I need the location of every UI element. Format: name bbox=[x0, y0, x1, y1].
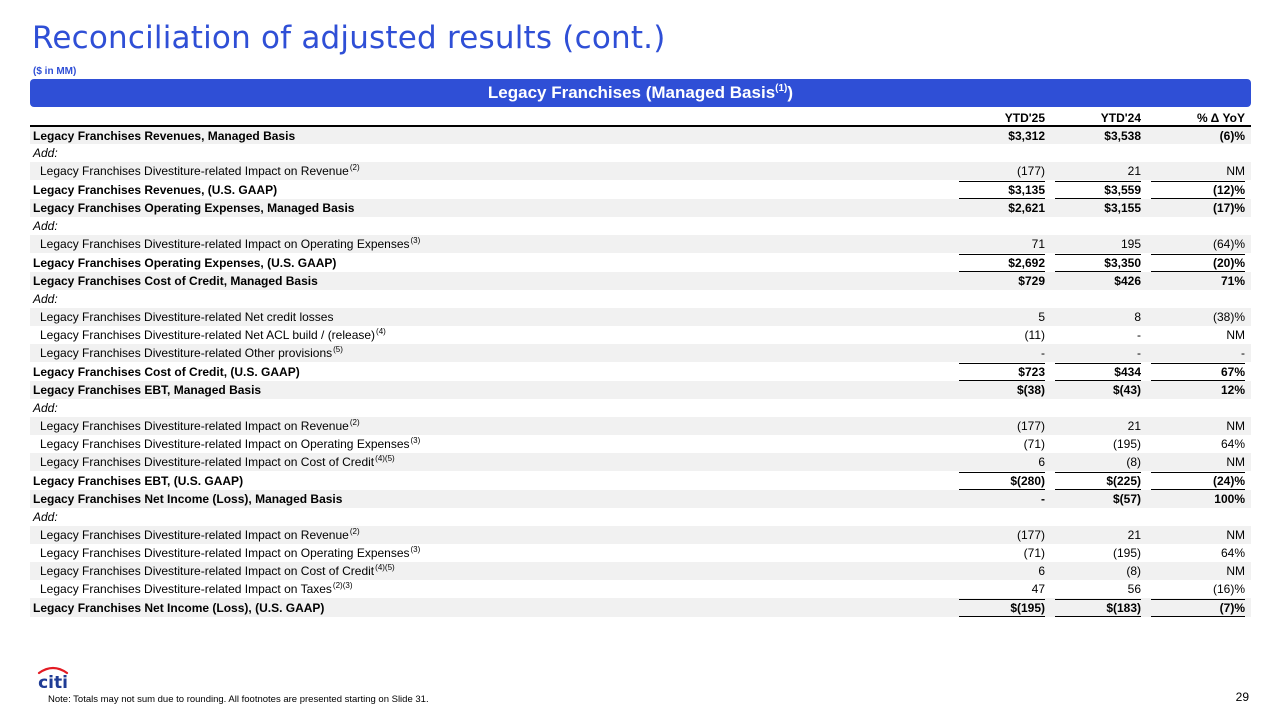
row-label bbox=[30, 235, 955, 253]
cell-ytd24 bbox=[1051, 417, 1147, 435]
row-label bbox=[30, 326, 955, 344]
cell-value: $2,621 bbox=[1008, 201, 1045, 215]
header-label-blank bbox=[30, 110, 955, 126]
cell-value: - bbox=[1241, 346, 1245, 360]
cell-value: $(38) bbox=[1016, 383, 1045, 397]
footnote-note: Note: Totals may not sum due to rounding. All footnotes are presented starting on Slide 31. bbox=[48, 694, 429, 705]
row-label bbox=[30, 435, 955, 453]
cell-ytd24 bbox=[1051, 598, 1147, 617]
cell-value: $(57) bbox=[1112, 492, 1141, 506]
cell-value: (7)% bbox=[1151, 599, 1245, 617]
cell-value: (11) bbox=[1024, 328, 1045, 342]
cell-value: NM bbox=[1226, 528, 1245, 542]
row-label bbox=[30, 490, 955, 508]
row-label-text: Legacy Franchises Net Income (Loss), Managed Basis bbox=[33, 492, 343, 506]
cell-ytd25 bbox=[955, 272, 1051, 290]
cell-ytd25 bbox=[955, 580, 1051, 598]
table-row bbox=[30, 580, 1251, 598]
row-footnote-ref: (2) bbox=[349, 527, 360, 536]
cell-pct-change bbox=[1147, 526, 1251, 544]
cell-pct-change bbox=[1147, 598, 1251, 617]
section-banner bbox=[30, 79, 1251, 107]
table-row bbox=[30, 526, 1251, 544]
cell-pct-change bbox=[1147, 180, 1251, 199]
row-label bbox=[30, 144, 955, 162]
cell-value: (177) bbox=[1016, 528, 1045, 542]
cell-value: 64% bbox=[1220, 546, 1245, 560]
cell-pct-change bbox=[1147, 308, 1251, 326]
table-row bbox=[30, 235, 1251, 253]
cell-ytd24 bbox=[1051, 144, 1147, 162]
table-row bbox=[30, 417, 1251, 435]
cell-value: 5 bbox=[1038, 310, 1045, 324]
table-row bbox=[30, 490, 1251, 508]
row-label-text: Legacy Franchises Divestiture-related Impact on Cost of Credit bbox=[40, 455, 375, 469]
table-row bbox=[30, 217, 1251, 235]
cell-ytd24 bbox=[1051, 308, 1147, 326]
row-label bbox=[30, 471, 955, 490]
cell-ytd25 bbox=[955, 126, 1051, 144]
row-label bbox=[30, 308, 955, 326]
cell-value: (195) bbox=[1112, 546, 1141, 560]
row-label bbox=[30, 562, 955, 580]
header-ytd25: YTD'25 bbox=[955, 110, 1051, 126]
cell-pct-change bbox=[1147, 344, 1251, 362]
cell-value: (16)% bbox=[1212, 582, 1245, 596]
cell-pct-change bbox=[1147, 381, 1251, 399]
row-footnote-ref: (2)(3) bbox=[332, 581, 353, 590]
cell-pct-change bbox=[1147, 362, 1251, 381]
cell-value: $(183) bbox=[1055, 599, 1141, 617]
row-label-text: Legacy Franchises Revenues, (U.S. GAAP) bbox=[33, 182, 278, 197]
table-row bbox=[30, 126, 1251, 144]
cell-value: (195) bbox=[1112, 437, 1141, 451]
units-label: ($ in MM) bbox=[33, 66, 77, 77]
cell-value: 21 bbox=[1127, 164, 1141, 178]
cell-pct-change bbox=[1147, 562, 1251, 580]
cell-pct-change bbox=[1147, 399, 1251, 417]
cell-value: - bbox=[1137, 346, 1141, 360]
row-label bbox=[30, 199, 955, 217]
row-label bbox=[30, 598, 955, 617]
table-row bbox=[30, 381, 1251, 399]
cell-value: $(280) bbox=[959, 472, 1045, 490]
cell-ytd25 bbox=[955, 344, 1051, 362]
cell-ytd25 bbox=[955, 253, 1051, 272]
cell-pct-change bbox=[1147, 162, 1251, 180]
cell-value: (177) bbox=[1016, 164, 1045, 178]
cell-ytd25 bbox=[955, 381, 1051, 399]
table-row bbox=[30, 272, 1251, 290]
row-label-text: Legacy Franchises Net Income (Loss), (U.S. GAAP) bbox=[33, 600, 325, 615]
cell-value: $729 bbox=[1018, 274, 1045, 288]
cell-ytd25 bbox=[955, 598, 1051, 617]
table-row bbox=[30, 144, 1251, 162]
row-footnote-ref: (4) bbox=[376, 327, 386, 336]
cell-ytd24 bbox=[1051, 162, 1147, 180]
cell-ytd24 bbox=[1051, 471, 1147, 490]
row-label bbox=[30, 253, 955, 272]
row-label-text: Legacy Franchises EBT, (U.S. GAAP) bbox=[33, 473, 244, 488]
cell-value: $2,692 bbox=[959, 254, 1045, 272]
cell-ytd25 bbox=[955, 144, 1051, 162]
table-row bbox=[30, 435, 1251, 453]
banner-footnote: (1) bbox=[775, 83, 788, 94]
cell-ytd24 bbox=[1051, 253, 1147, 272]
cell-pct-change bbox=[1147, 199, 1251, 217]
cell-value: $434 bbox=[1055, 363, 1141, 381]
cell-value: $426 bbox=[1114, 274, 1141, 288]
cell-value: $(195) bbox=[959, 599, 1045, 617]
cell-pct-change bbox=[1147, 272, 1251, 290]
cell-ytd24 bbox=[1051, 562, 1147, 580]
row-label bbox=[30, 217, 955, 235]
cell-pct-change bbox=[1147, 144, 1251, 162]
cell-value: $723 bbox=[959, 363, 1045, 381]
cell-ytd25 bbox=[955, 308, 1051, 326]
cell-value: NM bbox=[1226, 564, 1245, 578]
row-label-text: Legacy Franchises Divestiture-related Impact on Revenue bbox=[40, 528, 349, 542]
cell-pct-change bbox=[1147, 217, 1251, 235]
table-row bbox=[30, 290, 1251, 308]
row-label-text: Legacy Franchises Divestiture-related Impact on Revenue bbox=[40, 419, 349, 433]
cell-value: (177) bbox=[1016, 419, 1045, 433]
row-label-text: Legacy Franchises Cost of Credit, Managed Basis bbox=[33, 274, 318, 288]
cell-value: 71% bbox=[1220, 274, 1245, 288]
table-row bbox=[30, 199, 1251, 217]
cell-ytd24 bbox=[1051, 381, 1147, 399]
table-header-row bbox=[30, 110, 1251, 126]
cell-pct-change bbox=[1147, 453, 1251, 471]
row-label-text: Legacy Franchises Divestiture-related Impact on Operating Expenses bbox=[40, 237, 410, 251]
cell-value: 21 bbox=[1127, 528, 1141, 542]
cell-value: (64)% bbox=[1212, 237, 1245, 251]
cell-value: (71) bbox=[1023, 546, 1045, 560]
table-row bbox=[30, 162, 1251, 180]
cell-pct-change bbox=[1147, 508, 1251, 526]
cell-value: $3,538 bbox=[1104, 128, 1141, 143]
row-label-text: Legacy Franchises Operating Expenses, Managed Basis bbox=[33, 201, 355, 215]
cell-value: 100% bbox=[1214, 492, 1245, 506]
cell-ytd24 bbox=[1051, 508, 1147, 526]
row-label-text: Legacy Franchises Divestiture-related Impact on Operating Expenses bbox=[40, 546, 410, 560]
cell-pct-change bbox=[1147, 471, 1251, 490]
row-label-text: Legacy Franchises Revenues, Managed Basis bbox=[33, 128, 296, 143]
cell-value: - bbox=[1137, 328, 1141, 342]
cell-value: 47 bbox=[1031, 582, 1045, 596]
cell-ytd25 bbox=[955, 399, 1051, 417]
cell-value: 6 bbox=[1038, 564, 1045, 578]
banner-close: ) bbox=[787, 83, 794, 102]
cell-ytd24 bbox=[1051, 217, 1147, 235]
cell-ytd24 bbox=[1051, 362, 1147, 381]
row-label bbox=[30, 399, 955, 417]
cell-ytd25 bbox=[955, 453, 1051, 471]
banner-text: Legacy Franchises (Managed Basis bbox=[487, 83, 776, 102]
cell-ytd25 bbox=[955, 217, 1051, 235]
row-label bbox=[30, 417, 955, 435]
reconciliation-table bbox=[30, 110, 1251, 617]
cell-ytd25 bbox=[955, 562, 1051, 580]
table-row bbox=[30, 598, 1251, 617]
cell-value: 56 bbox=[1127, 582, 1141, 596]
cell-value: (6)% bbox=[1219, 128, 1245, 143]
row-footnote-ref: (4)(5) bbox=[375, 563, 395, 572]
page-title: Reconciliation of adjusted results (cont.) bbox=[32, 20, 666, 56]
cell-value: $3,559 bbox=[1055, 181, 1141, 199]
cell-ytd25 bbox=[955, 162, 1051, 180]
cell-ytd25 bbox=[955, 508, 1051, 526]
cell-pct-change bbox=[1147, 544, 1251, 562]
cell-value: 21 bbox=[1127, 419, 1141, 433]
cell-ytd25 bbox=[955, 235, 1051, 253]
cell-value: (8) bbox=[1126, 455, 1141, 469]
cell-value: NM bbox=[1226, 328, 1245, 342]
row-label bbox=[30, 580, 955, 598]
row-label-text: Legacy Franchises Divestiture-related Net credit losses bbox=[40, 310, 334, 324]
table-row bbox=[30, 453, 1251, 471]
cell-value: $(43) bbox=[1112, 383, 1141, 397]
cell-ytd24 bbox=[1051, 526, 1147, 544]
cell-ytd25 bbox=[955, 417, 1051, 435]
cell-ytd25 bbox=[955, 180, 1051, 199]
table-body bbox=[30, 126, 1251, 617]
cell-value: $(225) bbox=[1055, 472, 1141, 490]
row-footnote-ref: (3) bbox=[410, 436, 421, 445]
cell-pct-change bbox=[1147, 417, 1251, 435]
cell-value: (24)% bbox=[1151, 472, 1245, 490]
row-label bbox=[30, 344, 955, 362]
row-footnote-ref: (4)(5) bbox=[375, 454, 395, 463]
cell-pct-change bbox=[1147, 253, 1251, 272]
cell-value: - bbox=[1041, 346, 1045, 360]
cell-ytd25 bbox=[955, 290, 1051, 308]
cell-value: (12)% bbox=[1151, 181, 1245, 199]
table-row bbox=[30, 362, 1251, 381]
table-row bbox=[30, 508, 1251, 526]
cell-ytd24 bbox=[1051, 272, 1147, 290]
cell-value: 12% bbox=[1220, 383, 1245, 397]
cell-value: 6 bbox=[1038, 455, 1045, 469]
cell-ytd25 bbox=[955, 526, 1051, 544]
table-row bbox=[30, 344, 1251, 362]
row-label bbox=[30, 180, 955, 199]
table-row bbox=[30, 326, 1251, 344]
table-row bbox=[30, 562, 1251, 580]
cell-pct-change bbox=[1147, 235, 1251, 253]
cell-pct-change bbox=[1147, 126, 1251, 144]
cell-pct-change bbox=[1147, 435, 1251, 453]
cell-value: 195 bbox=[1120, 237, 1141, 251]
row-label bbox=[30, 362, 955, 381]
cell-value: (17)% bbox=[1212, 201, 1245, 215]
row-label bbox=[30, 290, 955, 308]
citi-logo-icon bbox=[30, 664, 76, 690]
cell-ytd25 bbox=[955, 471, 1051, 490]
row-label-text: Add: bbox=[33, 401, 58, 415]
table-row bbox=[30, 471, 1251, 490]
cell-ytd25 bbox=[955, 435, 1051, 453]
row-footnote-ref: (2) bbox=[349, 418, 360, 427]
row-label-text: Legacy Franchises Divestiture-related Impact on Revenue bbox=[40, 164, 349, 178]
cell-value: $3,350 bbox=[1055, 254, 1141, 272]
cell-ytd25 bbox=[955, 326, 1051, 344]
cell-value: $3,312 bbox=[1008, 128, 1045, 143]
cell-pct-change bbox=[1147, 290, 1251, 308]
header-pct-change: % Δ YoY bbox=[1147, 110, 1251, 126]
cell-value: NM bbox=[1226, 164, 1245, 178]
cell-value: 64% bbox=[1220, 437, 1245, 451]
row-label-text: Legacy Franchises Divestiture-related Impact on Operating Expenses bbox=[40, 437, 410, 451]
row-label bbox=[30, 162, 955, 180]
cell-value: (71) bbox=[1023, 437, 1045, 451]
cell-pct-change bbox=[1147, 580, 1251, 598]
cell-ytd24 bbox=[1051, 326, 1147, 344]
cell-ytd24 bbox=[1051, 544, 1147, 562]
cell-value: $3,135 bbox=[959, 181, 1045, 199]
cell-ytd24 bbox=[1051, 126, 1147, 144]
cell-ytd24 bbox=[1051, 290, 1147, 308]
cell-ytd25 bbox=[955, 544, 1051, 562]
cell-value: 71 bbox=[1031, 237, 1045, 251]
table-row bbox=[30, 253, 1251, 272]
cell-value: - bbox=[1041, 492, 1045, 506]
row-label-text: Legacy Franchises Operating Expenses, (U.S. GAAP) bbox=[33, 255, 337, 270]
cell-value: $3,155 bbox=[1104, 201, 1141, 215]
row-label-text: Legacy Franchises Divestiture-related Impact on Cost of Credit bbox=[40, 564, 375, 578]
page-number: 29 bbox=[1235, 690, 1249, 704]
row-footnote-ref: (2) bbox=[349, 163, 360, 172]
cell-ytd25 bbox=[955, 362, 1051, 381]
row-label-text: Legacy Franchises Cost of Credit, (U.S. GAAP) bbox=[33, 364, 300, 379]
cell-ytd24 bbox=[1051, 453, 1147, 471]
cell-pct-change bbox=[1147, 490, 1251, 508]
row-label bbox=[30, 272, 955, 290]
row-label bbox=[30, 544, 955, 562]
row-label-text: Add: bbox=[33, 146, 58, 160]
logo-text: citi bbox=[38, 673, 68, 690]
row-label bbox=[30, 126, 955, 144]
cell-ytd24 bbox=[1051, 199, 1147, 217]
row-label bbox=[30, 453, 955, 471]
cell-ytd25 bbox=[955, 490, 1051, 508]
cell-ytd24 bbox=[1051, 399, 1147, 417]
table-row bbox=[30, 308, 1251, 326]
cell-value: NM bbox=[1226, 419, 1245, 433]
cell-ytd25 bbox=[955, 199, 1051, 217]
table-row bbox=[30, 399, 1251, 417]
cell-value: (20)% bbox=[1151, 254, 1245, 272]
row-label bbox=[30, 526, 955, 544]
cell-pct-change bbox=[1147, 326, 1251, 344]
cell-ytd24 bbox=[1051, 235, 1147, 253]
row-label bbox=[30, 508, 955, 526]
row-label-text: Legacy Franchises Divestiture-related Net ACL build / (release) bbox=[40, 328, 376, 342]
row-label-text: Add: bbox=[33, 219, 58, 233]
cell-value: (8) bbox=[1126, 564, 1141, 578]
cell-value: (38)% bbox=[1212, 310, 1245, 324]
row-label-text: Legacy Franchises EBT, Managed Basis bbox=[33, 383, 262, 397]
row-footnote-ref: (3) bbox=[410, 545, 421, 554]
row-footnote-ref: (3) bbox=[410, 236, 421, 245]
cell-ytd24 bbox=[1051, 180, 1147, 199]
table-row bbox=[30, 180, 1251, 199]
row-label-text: Legacy Franchises Divestiture-related Impact on Taxes bbox=[40, 582, 332, 596]
cell-value: 8 bbox=[1134, 310, 1141, 324]
header-ytd24: YTD'24 bbox=[1051, 110, 1147, 126]
row-label bbox=[30, 381, 955, 399]
row-footnote-ref: (5) bbox=[333, 345, 343, 354]
row-label-text: Legacy Franchises Divestiture-related Other provisions bbox=[40, 346, 333, 360]
row-label-text: Add: bbox=[33, 510, 58, 524]
cell-ytd24 bbox=[1051, 435, 1147, 453]
cell-value: 67% bbox=[1151, 363, 1245, 381]
cell-value: NM bbox=[1226, 455, 1245, 469]
row-label-text: Add: bbox=[33, 292, 58, 306]
cell-ytd24 bbox=[1051, 580, 1147, 598]
cell-ytd24 bbox=[1051, 344, 1147, 362]
cell-ytd24 bbox=[1051, 490, 1147, 508]
table-row bbox=[30, 544, 1251, 562]
